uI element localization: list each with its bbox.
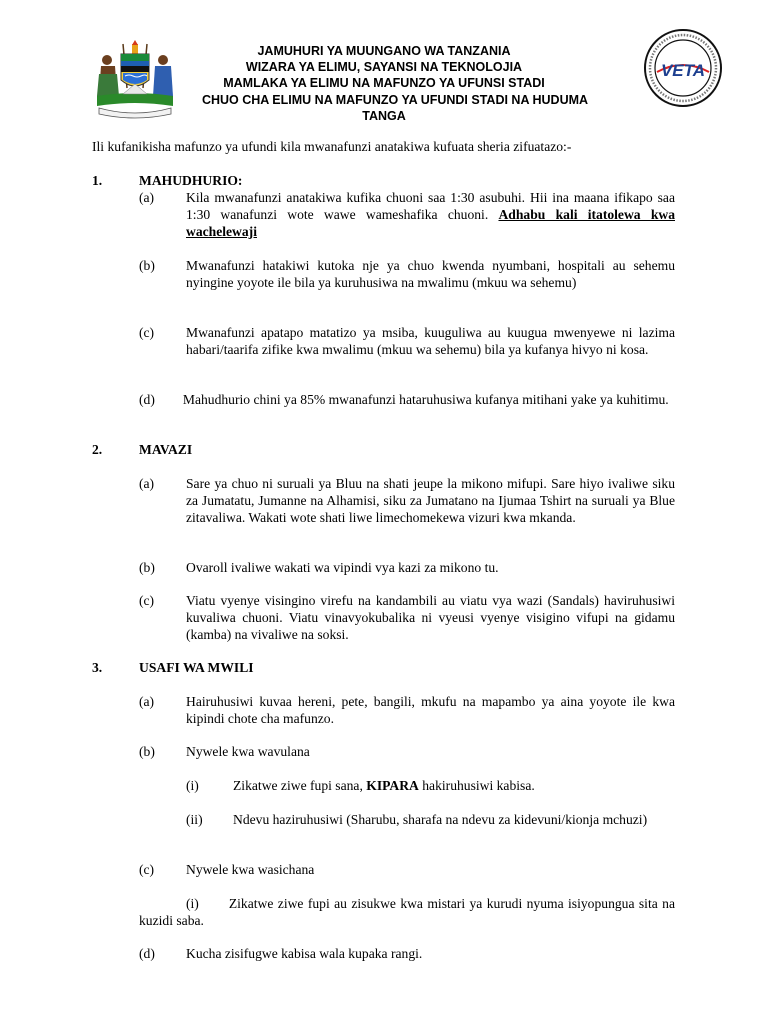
list-item-text: (d) Mahudhurio chini ya 85% mwanafunzi hataruhusiwa kufanya mitihani yake ya kuhitimu. bbox=[139, 392, 669, 407]
list-item-text: Mwanafunzi apatapo matatizo ya msiba, kuuguliwa au kuugua mwenyewe ni lazima habari/taarifa zifike kwa mwalimu (mkuu wa sehemu) bila ya kufanya hivyo ni kosa. bbox=[186, 325, 675, 357]
section-number: 2. bbox=[92, 442, 103, 457]
list-item-text: Viatu vyenye visingino virefu na kandambili au viatu vya wazi (Sandals) haviruhusiwi kuvaliwa chuoni. Viatu vinavyokubalika ni vyeusi vyenye visigino vifupi na gidamu (kamba) na vivaliwe na soksi. bbox=[186, 593, 675, 642]
item-label: (a) bbox=[139, 190, 155, 205]
section-number: 3. bbox=[92, 660, 103, 675]
list-item-text: Nywele kwa wavulana bbox=[186, 744, 310, 759]
header-line: MAMLAKA YA ELIMU NA MAFUNZO YA UFUNSI STADI bbox=[223, 76, 545, 90]
item-label: (b) bbox=[139, 744, 155, 759]
list-item-text: Zikatwe ziwe fupi sana, KIPARA hakiruhusiwi kabisa. bbox=[233, 778, 535, 793]
item-label: (d) bbox=[139, 946, 155, 961]
emphasis-text: KIPARA bbox=[366, 778, 419, 793]
section-title: MAVAZI bbox=[139, 442, 193, 457]
subitem-label: (i) bbox=[186, 896, 199, 911]
header-line: JAMUHURI YA MUUNGANO WA TANZANIA bbox=[257, 44, 511, 58]
list-item-text: Kila mwanafunzi anatakiwa kufika chuoni saa 1:30 asubuhi. Hii ina maana ifikapo saa 1:30 wanafunzi wote wawe wameshafika chuoni. Adhabu kali itatolewa kwa wachelewaji bbox=[186, 190, 675, 239]
subitem-label: (i) bbox=[186, 778, 199, 793]
item-label: (b) bbox=[139, 258, 155, 273]
intro-text: Ili kufanikisha mafunzo ya ufundi kila mwanafunzi anatakiwa kufuata sheria zifuatazo:- bbox=[92, 139, 572, 154]
list-item-text: Sare ya chuo ni suruali ya Bluu na shati jeupe la mikono mifupi. Sare hiyo ivaliwe siku za Jumatatu, Jumanne na Alhamisi, siku za Jumatano na Ijumaa Tshirt na suruali ya Blue zitavaliwa. Wakati wote shati liwe limechomekewa vizuri kwa mkanda. bbox=[186, 476, 675, 525]
list-item-text: Nywele kwa wasichana bbox=[186, 862, 315, 877]
item-label: (c) bbox=[139, 325, 155, 340]
list-item-text: (i) Zikatwe ziwe fupi au zisukwe kwa mistari ya kurudi nyuma isiyopungua sita na kuzidi saba. bbox=[139, 896, 675, 928]
list-item-text: Hairuhusiwi kuvaa hereni, pete, bangili, mkufu na mapambo ya aina yoyote ile kwa kipindi chote cha mafunzo. bbox=[186, 694, 675, 726]
section-title: MAHUDHURIO: bbox=[139, 173, 243, 188]
item-label: (c) bbox=[139, 593, 155, 608]
list-item-text: Mwanafunzi hatakiwi kutoka nje ya chuo kwenda nyumbani, hospitali au sehemu nyingine yoyote ile bila ya kuruhusiwa na mwalimu (mkuu wa sehemu) bbox=[186, 258, 675, 290]
subitem-label: (ii) bbox=[186, 812, 203, 827]
veta-logo bbox=[643, 28, 723, 108]
section-number: 1. bbox=[92, 173, 103, 188]
emphasis-text: Adhabu kali itatolewa kwa wachelewaji bbox=[186, 207, 675, 239]
list-item-text: Ndevu haziruhusiwi (Sharubu, sharafa na ndevu za kidevuni/kionja mchuzi) bbox=[233, 812, 648, 827]
veta-logo-text: VETA bbox=[660, 61, 706, 80]
coat-of-arms-logo bbox=[93, 40, 177, 120]
section-title: USAFI WA MWILI bbox=[139, 660, 254, 675]
item-label: (a) bbox=[139, 694, 155, 709]
header-line: CHUO CHA ELIMU NA MAFUNZO YA UFUNDI STADI NA HUDUMA bbox=[201, 93, 589, 107]
header-line: WIZARA YA ELIMU, SAYANSI NA TEKNOLOJIA bbox=[245, 60, 523, 74]
list-item-text: Ovaroll ivaliwe wakati wa vipindi vya kazi za mikono tu. bbox=[186, 560, 499, 575]
item-label: (c) bbox=[139, 862, 155, 877]
item-label: (b) bbox=[139, 560, 155, 575]
item-label: (d) bbox=[139, 392, 155, 407]
item-label: (a) bbox=[139, 476, 155, 491]
list-item-text: Kucha zisifugwe kabisa wala kupaka rangi. bbox=[186, 946, 423, 961]
header-line: TANGA bbox=[362, 109, 406, 123]
